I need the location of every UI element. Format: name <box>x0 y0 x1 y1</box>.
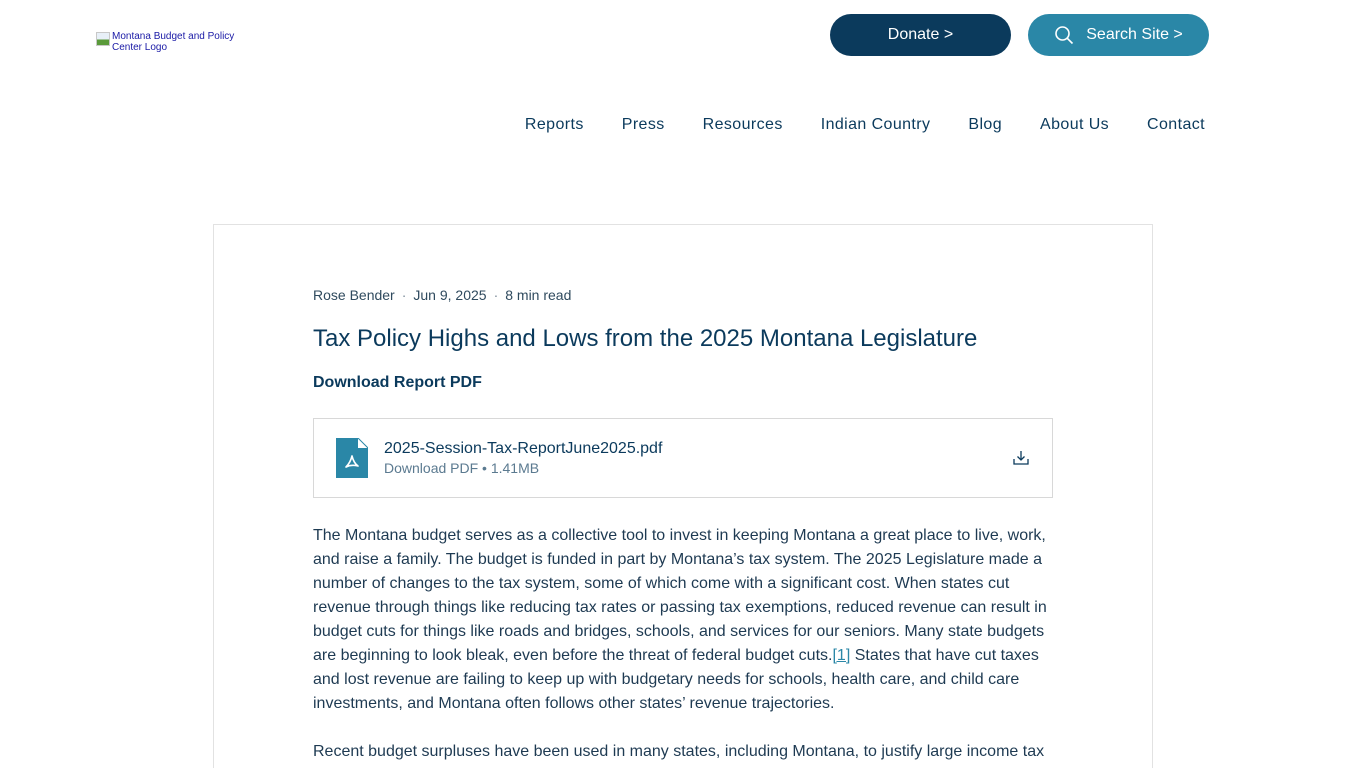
nav-item-indian-country[interactable]: Indian Country <box>820 116 931 133</box>
nav-item-press[interactable]: Press <box>621 116 665 133</box>
meta-separator: · <box>401 287 407 303</box>
search-button-label: Search Site > <box>1086 26 1183 43</box>
logo-alt-text: Montana Budget and Policy Center Logo <box>112 31 235 53</box>
paragraph-2: Recent budget surpluses have been used in many states, including Montana, to justify large income tax <box>313 743 1045 760</box>
footnote-link-1[interactable]: [1] <box>832 647 851 664</box>
meta-separator: · <box>493 287 499 303</box>
post-date: Jun 9, 2025 <box>413 287 487 303</box>
download-icon[interactable] <box>1012 449 1030 467</box>
paragraph-1-text-cont: States that have cut taxes and lost revenue are failing to keep up with budgetary needs for schools, health care, and child care investments, and Montana often follows other states’ revenue trajectories. <box>313 647 1039 712</box>
donate-button-label: Donate > <box>887 26 954 43</box>
article-body <box>313 524 1054 764</box>
nav-item-about-us[interactable]: About Us <box>1040 116 1110 133</box>
author-name[interactable]: Rose Bender <box>313 287 395 303</box>
paragraph-1-text: The Montana budget serves as a collective tool to invest in keeping Montana a great place to live, work, and raise a family. The budget is funded in part by Montana’s tax system. The 2025 Legislature made a number of changes to the tax system, some of which come with a significant cost. When states cut revenue through things like reducing tax rates or passing tax exemptions, reduced revenue can result in budget cuts for things like roads and bridges, schools, and services for our seniors. Many state budgets are beginning to look bleak, even before the threat of federal budget cuts. <box>313 527 1047 664</box>
broken-image-icon <box>96 32 110 46</box>
post-meta <box>313 287 1054 303</box>
nav-item-contact[interactable]: Contact <box>1147 116 1205 133</box>
file-meta: Download PDF • 1.41MB <box>384 460 540 476</box>
file-name[interactable]: 2025-Session-Tax-ReportJune2025.pdf <box>384 440 663 457</box>
nav-item-reports[interactable]: Reports <box>524 116 584 133</box>
article-card <box>213 224 1153 768</box>
pdf-file-card[interactable] <box>313 418 1053 498</box>
site-logo[interactable] <box>96 31 246 53</box>
nav-item-blog[interactable]: Blog <box>968 116 1003 133</box>
article-title: Tax Policy Highs and Lows from the 2025 Montana Legislature <box>313 325 978 352</box>
download-heading: Download Report PDF <box>313 374 482 391</box>
read-time: 8 min read <box>505 287 572 303</box>
paragraph-1 <box>313 524 1054 716</box>
donate-button[interactable] <box>830 14 1011 56</box>
search-site-button[interactable] <box>1028 14 1209 56</box>
pdf-file-icon <box>336 438 368 478</box>
main-nav <box>525 116 1205 134</box>
nav-item-resources[interactable]: Resources <box>702 116 783 133</box>
search-icon <box>1054 25 1074 45</box>
